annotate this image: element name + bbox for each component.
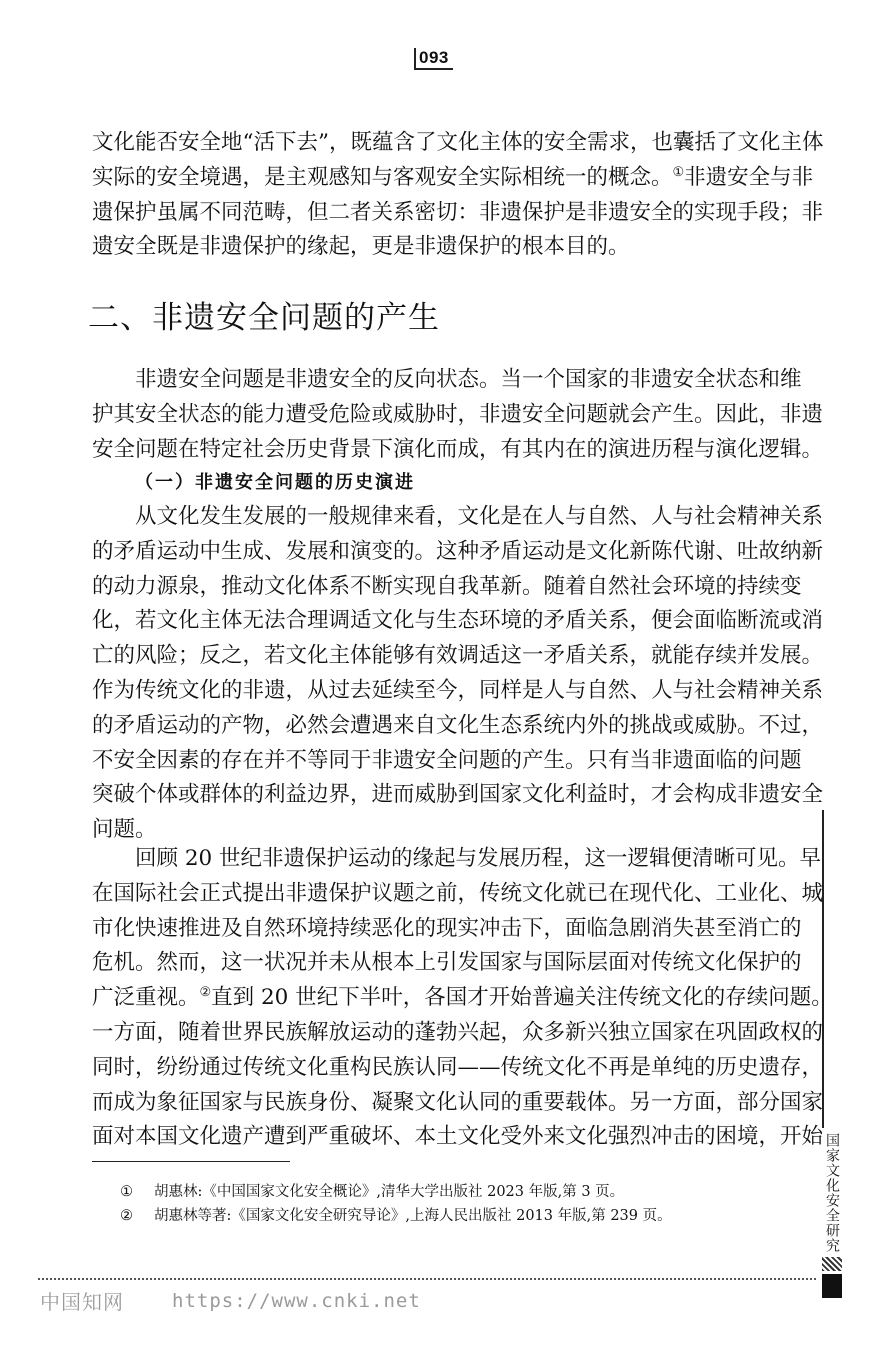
text-line: 护其安全状态的能力遭受危险或威胁时，非遗安全问题就会产生。因此，非遗 <box>92 401 824 427</box>
subsection-heading: （一）非遗安全问题的历史演进 <box>135 472 415 493</box>
text-line: 危机。然而，这一状况并未从根本上引发国家与国际层面对传统文化保护的 <box>92 950 802 976</box>
body-paragraph-2 <box>92 842 833 1155</box>
footnote-ref-1[interactable]: ① <box>672 164 685 180</box>
text-line: 遗保护虽属不同范畴，但二者关系密切：非遗保护是非遗安全的实现手段；非 <box>92 199 824 225</box>
text-line: 亡的风险；反之，若文化主体能够有效调适这一矛盾关系，就能存续并发展。 <box>92 643 824 669</box>
cnki-url[interactable]: https://www.cnki.net <box>172 1290 421 1312</box>
tab-marker-icon <box>822 1274 842 1298</box>
footnotes <box>120 1180 672 1228</box>
text-line: 遗安全既是非遗保护的缘起，更是非遗保护的根本目的。 <box>92 234 630 260</box>
cnki-logo: 中国知网 <box>40 1290 124 1314</box>
side-divider <box>822 810 824 1128</box>
text-segment: 非遗安全与非 <box>684 164 814 190</box>
text-line: 突破个体或群体的利益边界，进而威胁到国家文化利益时，才会构成非遗安全 <box>92 782 824 808</box>
section-heading: 二、非遗安全问题的产生 <box>88 300 440 336</box>
text-line: 回顾 20 世纪非遗保护运动的缘起与发展历程，这一逻辑便清晰可见。早 <box>135 846 822 871</box>
text-segment: 直到 20 世纪下半叶，各国才开始普遍关注传统文化的存续问题。 <box>211 985 833 1011</box>
text-segment: 实际的安全境遇，是主观感知与客观安全实际相统一的概念。 <box>92 164 673 190</box>
text-line: 非遗安全问题是非遗安全的反向状态。当一个国家的非遗安全状态和维 <box>135 367 802 392</box>
text-line: 的矛盾运动中生成、发展和演变的。这种矛盾运动是文化新陈代谢、吐故纳新 <box>92 538 824 564</box>
footnote-item <box>120 1204 672 1228</box>
side-tab-title: 国家文化安全研究 <box>824 1133 840 1253</box>
footnote-separator <box>92 1161 290 1162</box>
text-segment: 广泛重视。 <box>92 985 200 1011</box>
text-line: 的矛盾运动的产物，必然会遭遇来自文化生态系统内外的挑战或威胁。不过， <box>92 712 824 738</box>
text-line: 一方面，随着世界民族解放运动的蓬勃兴起，众多新兴独立国家在巩固政权的 <box>92 1019 824 1045</box>
footnote-item <box>120 1180 672 1204</box>
text-line: 同时，纷纷通过传统文化重构民族认同——传统文化不再是单纯的历史遗存， <box>92 1054 824 1080</box>
text-line: 面对本国文化遗产遭到严重破坏、本土文化受外来文化强烈冲击的困境，开始 <box>92 1124 824 1150</box>
body-paragraph-1 <box>92 500 824 848</box>
section-intro-paragraph <box>92 363 824 467</box>
page-number: 093 <box>414 48 453 70</box>
text-line: 而成为象征国家与民族身份、凝聚文化认同的重要载体。另一方面，部分国家 <box>92 1089 824 1115</box>
footnote-text: 胡惠林:《中国国家文化安全概论》,清华大学出版社 2023 年版,第 3 页。 <box>154 1184 625 1200</box>
footnote-mark: ② <box>120 1208 133 1224</box>
side-tab <box>820 1133 844 1298</box>
text-line: 不安全因素的存在并不等同于非遗安全问题的产生。只有当非遗面临的问题 <box>92 747 802 773</box>
text-line: 从文化发生发展的一般规律来看，文化是在人与自然、人与社会精神关系 <box>135 504 824 529</box>
text-line: 的动力源泉，推动文化体系不断实现自我革新。随着自然社会环境的持续变 <box>92 573 802 599</box>
intro-paragraph <box>92 126 824 265</box>
text-line: 化，若文化主体无法合理调适文化与生态环境的矛盾关系，便会面临断流或消 <box>92 608 824 634</box>
text-line: 文化能否安全地“活下去”，既蕴含了文化主体的安全需求，也囊括了文化主体 <box>92 130 824 155</box>
text-line: 问题。 <box>92 817 157 843</box>
text-line <box>92 161 814 196</box>
page-edge-divider <box>38 1278 816 1280</box>
text-line: 作为传统文化的非遗，从过去延续至今，同样是人与自然、人与社会精神关系 <box>92 677 824 703</box>
text-line: 在国际社会正式提出非遗保护议题之前，传统文化就已在现代化、工业化、城 <box>92 880 824 906</box>
emblem-icon <box>822 1257 842 1271</box>
text-line: 安全问题在特定社会历史背景下演化而成，有其内在的演进历程与演化逻辑。 <box>92 436 824 462</box>
footnote-ref-2[interactable]: ② <box>199 985 212 1001</box>
footnote-mark: ① <box>120 1184 133 1200</box>
text-line <box>92 981 833 1016</box>
text-line: 市化快速推进及自然环境持续恶化的现实冲击下，面临急剧消失甚至消亡的 <box>92 915 802 941</box>
footnote-text: 胡惠林等著:《国家文化安全研究导论》,上海人民出版社 2013 年版,第 239 页。 <box>154 1208 672 1224</box>
